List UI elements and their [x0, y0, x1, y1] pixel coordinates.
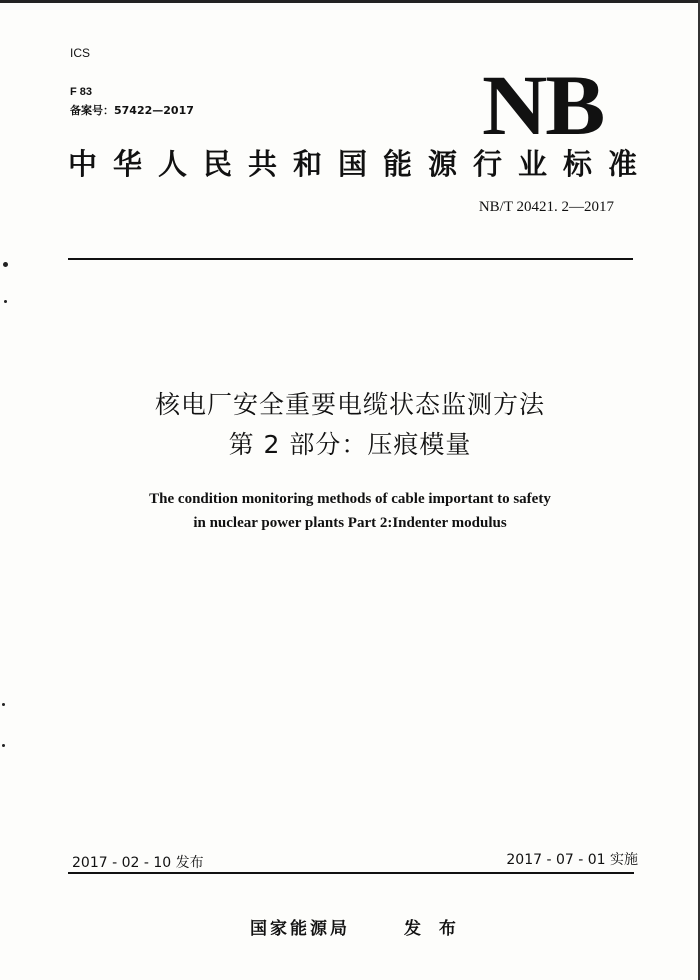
implementation-date: 2017 - 07 - 01 实施	[506, 852, 638, 868]
issuer-action: 发 布	[404, 919, 462, 939]
document-title-en-line1: The condition monitoring methods of cable important to safety	[149, 491, 551, 507]
ics-label: ICS	[70, 46, 91, 60]
issue-date: 2017 - 02 - 10 发布	[72, 855, 204, 871]
footer-divider	[68, 872, 634, 874]
header-divider	[68, 258, 633, 260]
record-number: 备案号：57422—2017	[70, 104, 194, 117]
scan-top-edge	[0, 0, 700, 3]
document-title-cn-line2: 第 2 部分：压痕模量	[228, 430, 472, 459]
classification-code: F 83	[70, 86, 93, 98]
standard-title: 中华人民共和国能源行业标准	[68, 147, 654, 181]
scan-speck	[4, 300, 7, 303]
nb-logo: NB	[482, 57, 604, 153]
issuer-name: 国家能源局	[250, 919, 350, 939]
document-title-en-line2: in nuclear power plants Part 2:Indenter modulus	[193, 515, 507, 531]
scan-speck	[3, 262, 8, 267]
scan-speck	[2, 744, 5, 747]
document-title-cn-line1: 核电厂安全重要电缆状态监测方法	[154, 390, 545, 419]
scan-speck	[2, 703, 5, 706]
standard-number: NB/T 20421. 2—2017	[478, 199, 614, 215]
